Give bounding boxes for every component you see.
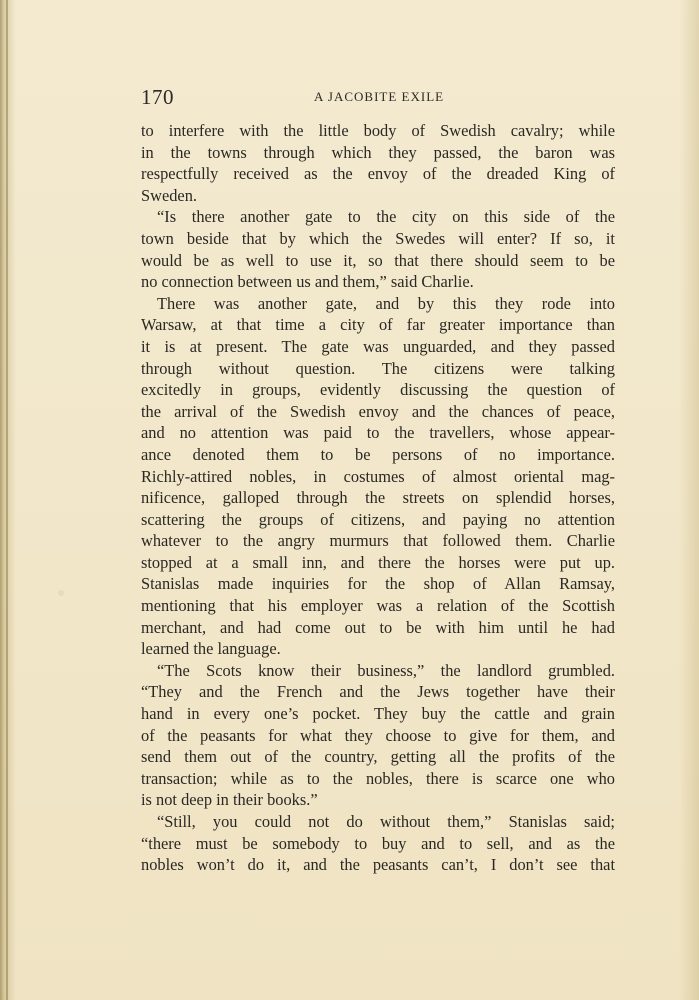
- text-line: stopped at a small inn, and there the horses were put up.: [141, 552, 615, 572]
- text-line: “Is there another gate to the city on this side of the: [157, 207, 615, 227]
- text-line: hand in every one’s pocket. They buy the cattle and grain: [141, 704, 615, 724]
- text-line: ance denoted them to be persons of no importance.: [141, 444, 615, 464]
- page-number: 170: [141, 85, 174, 109]
- text-line: “there must be somebody to buy and to sell, and as the: [141, 833, 615, 853]
- text-line: of the peasants for what they choose to give for them, and: [141, 725, 615, 745]
- text-line: Warsaw, at that time a city of far greater importance than: [141, 315, 615, 335]
- text-line: through without question. The citizens were talking: [141, 358, 615, 378]
- text-line: Sweden.: [141, 185, 197, 205]
- text-line: is not deep in their books.”: [141, 790, 318, 810]
- paper-stain: [58, 590, 64, 596]
- text-line: excitedly in groups, evidently discussing the question of: [141, 380, 615, 400]
- page-header: [141, 85, 615, 109]
- text-line: There was another gate, and by this they rode into: [157, 293, 615, 313]
- text-line: learned the language.: [141, 639, 281, 659]
- text-line: no connection between us and them,” said Charlie.: [141, 272, 474, 292]
- text-line: in the towns through which they passed, the baron was: [141, 142, 615, 162]
- running-head: A JACOBITE EXILE: [314, 89, 445, 104]
- text-line: to interfere with the little body of Swedish cavalry; while: [141, 121, 615, 140]
- text-line: it is at present. The gate was unguarded, and they passed: [141, 336, 615, 356]
- text-line: merchant, and had come out to be with him until he had: [141, 617, 615, 637]
- text-line: “Still, you could not do without them,” Stanislas said;: [157, 812, 615, 831]
- text-line: scattering the groups of citizens, and paying no attention: [141, 509, 615, 529]
- text-line: Richly-attired nobles, in costumes of almost oriental mag-: [141, 466, 615, 486]
- text-line: transaction; while as to the nobles, there is scarce one who: [141, 768, 615, 788]
- text-line: the arrival of the Swedish envoy and the chances of peace,: [141, 401, 615, 421]
- text-line: nobles won’t do it, and the peasants can’t, I don’t see that: [141, 855, 615, 875]
- text-line: “The Scots know their business,” the landlord grumbled.: [157, 660, 615, 680]
- page-gutter: [6, 0, 8, 1000]
- text-line: would be as well to use it, so that there should seem to be: [141, 250, 615, 270]
- body-text: [141, 120, 615, 876]
- text-line: mentioning that his employer was a relation of the Scottish: [141, 596, 615, 616]
- text-line: whatever to the angry murmurs that followed them. Charlie: [141, 531, 615, 551]
- text-line: respectfully received as the envoy of the dreaded King of: [141, 164, 615, 184]
- text-line: and no attention was paid to the travellers, whose appear-: [141, 423, 615, 443]
- text-line: send them out of the country, getting all the profits of the: [141, 747, 615, 767]
- text-line: Stanislas made inquiries for the shop of Allan Ramsay,: [141, 574, 615, 594]
- text-line: nificence, galloped through the streets on splendid horses,: [141, 488, 615, 508]
- text-line: town beside that by which the Swedes will enter? If so, it: [141, 228, 615, 248]
- text-line: “They and the French and the Jews together have their: [141, 682, 615, 702]
